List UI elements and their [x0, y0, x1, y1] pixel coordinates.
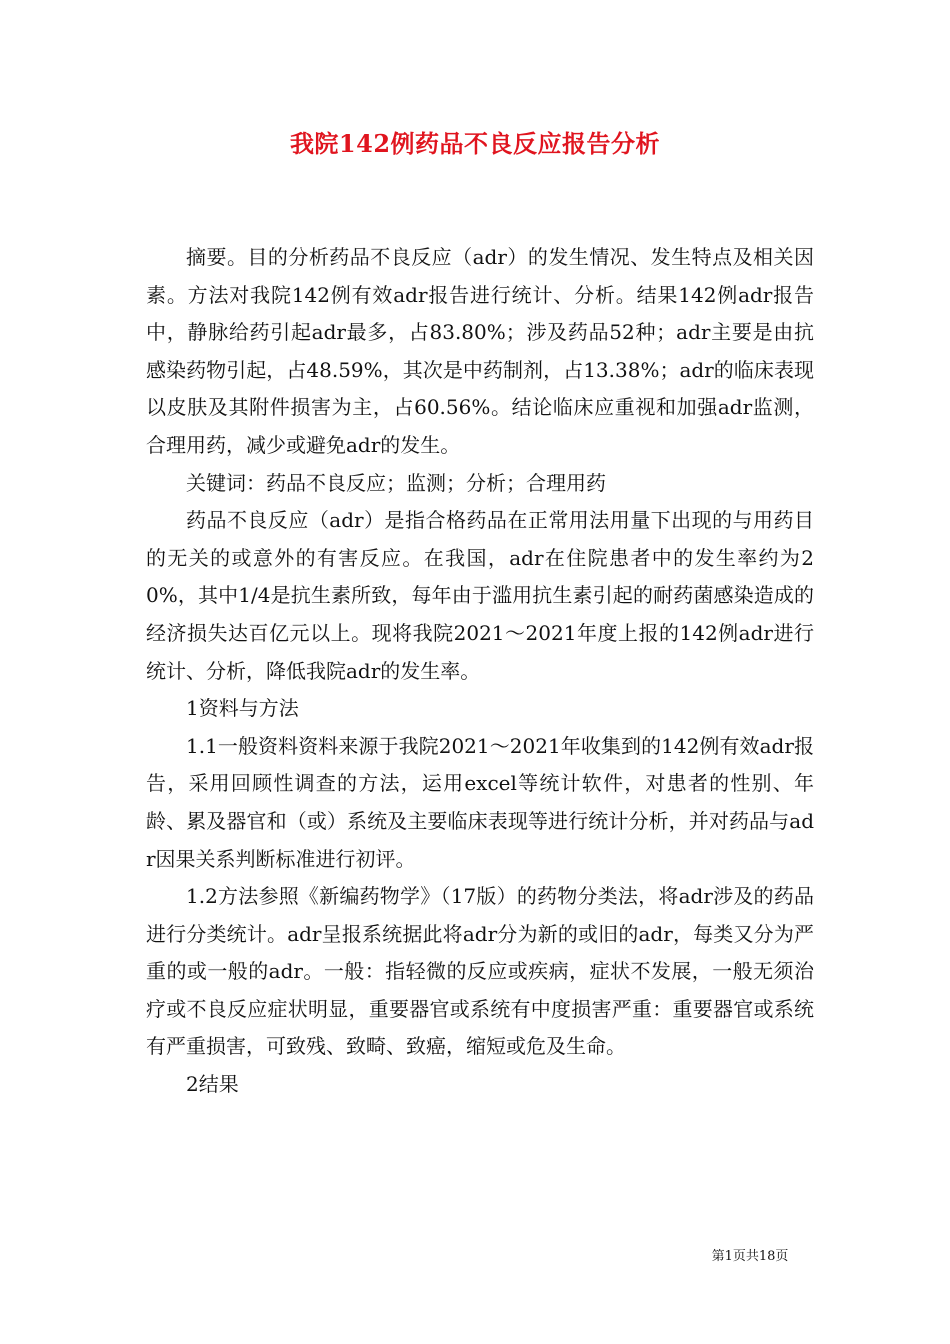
page-title: 我院142例药品不良反应报告分析: [289, 129, 661, 158]
section-heading-results: 2结果: [186, 1072, 239, 1097]
page-number-footer: 第1页共18页: [711, 1249, 789, 1264]
keywords-paragraph: 关键词：药品不良反应；监测；分析；合理用药: [186, 470, 606, 495]
section-heading-materials-methods: 1资料与方法: [186, 696, 299, 721]
abstract-paragraph: 摘要。目的分析药品不良反应（adr）的发生情况、发生特点及相关因素。方法对我院142例有效adr报告进行统计、分析。结果142例adr报告中，静脉给药引起adr最多，占83.80%；涉及药品52种；adr主要是由抗感染药物引起，占48.59%，其次是中药制剂，占13.38%；adr的临床表现以皮肤及其附件损害为主，占60.56%。结论临床应重视和加强adr监测，合理用药，减少或避免adr的发生。: [146, 245, 814, 457]
intro-paragraph: 药品不良反应（adr）是指合格药品在正常用法用量下出现的与用药目的无关的或意外的有害反应。在我国，adr在住院患者中的发生率约为20%，其中1/4是抗生素所致，每年由于滥用抗生素引起的耐药菌感染造成的经济损失达百亿元以上。现将我院2021～2021年度上报的142例adr进行统计、分析，降低我院adr的发生率。: [146, 508, 814, 683]
document-body: [146, 239, 814, 1104]
subsection-methods: 1.2方法参照《新编药物学》（17版）的药物分类法，将adr涉及的药品进行分类统计。adr呈报系统据此将adr分为新的或旧的adr，每类又分为严重的或一般的adr。一般：指轻微的反应或疾病，症状不发展，一般无须治疗或不良反应症状明显，重要器官或系统有中度损害严重：重要器官或系统有严重损害，可致残、致畸、致癌，缩短或危及生命。: [146, 884, 814, 1059]
subsection-general-data: 1.1一般资料资料来源于我院2021～2021年收集到的142例有效adr报告，采用回顾性调查的方法，运用excel等统计软件，对患者的性别、年龄、累及器官和（或）系统及主要临床表现等进行统计分析，并对药品与adr因果关系判断标准进行初评。: [146, 733, 814, 871]
